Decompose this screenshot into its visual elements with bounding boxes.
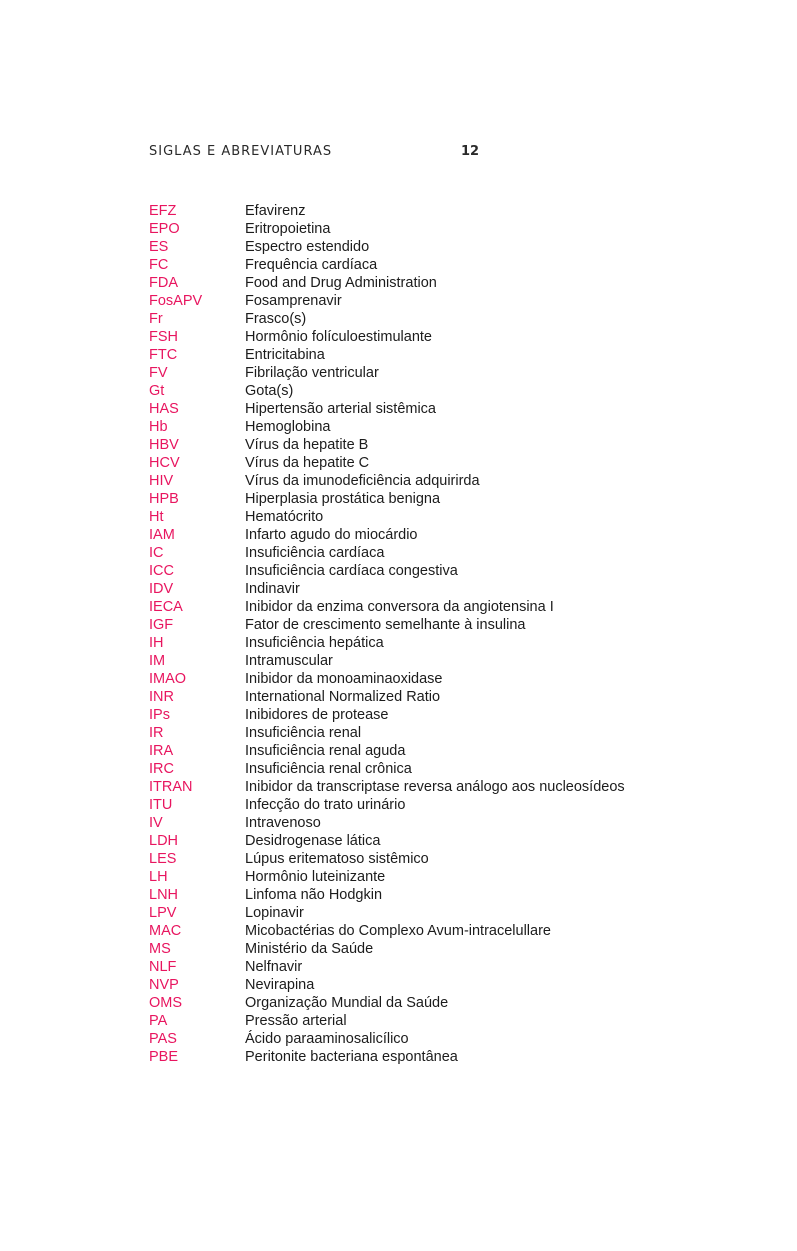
abbreviation-definition: Lopinavir	[245, 905, 304, 921]
abbreviation-definition: Peritonite bacteriana espontânea	[245, 1049, 458, 1065]
abbreviation-term: ITU	[149, 797, 173, 813]
abbreviation-definition: Fosamprenavir	[245, 293, 342, 309]
abbreviation-term: Ht	[149, 509, 164, 525]
page-number: 12	[461, 144, 480, 159]
abbreviation-term: HAS	[149, 401, 179, 417]
abbreviation-row	[149, 598, 769, 616]
abbreviation-definition: Insuficiência renal aguda	[245, 743, 406, 759]
abbreviation-term: IAM	[149, 527, 175, 543]
abbreviation-term: PAS	[149, 1031, 177, 1047]
abbreviation-term: IR	[149, 725, 164, 741]
abbreviation-definition: Nelfnavir	[245, 959, 303, 975]
abbreviation-term: IPs	[149, 707, 170, 723]
abbreviation-term: PA	[149, 1013, 168, 1029]
abbreviation-term: HIV	[149, 473, 174, 489]
abbreviation-definition: Fibrilação ventricular	[245, 365, 379, 381]
abbreviation-row	[149, 364, 769, 382]
abbreviation-definition: Ácido paraaminosalicílico	[245, 1031, 409, 1047]
abbreviation-row	[149, 688, 769, 706]
abbreviation-definition: Insuficiência renal crônica	[245, 761, 412, 777]
abbreviation-definition: Frequência cardíaca	[245, 257, 378, 273]
abbreviation-definition: Inibidor da monoaminaoxidase	[245, 671, 443, 687]
abbreviation-term: ICC	[149, 563, 174, 579]
abbreviation-term: FosAPV	[149, 293, 203, 309]
abbreviation-term: LH	[149, 869, 168, 885]
abbreviation-row	[149, 472, 769, 490]
abbreviation-term: EFZ	[149, 203, 177, 219]
abbreviation-definition: Inibidores de protease	[245, 707, 389, 723]
abbreviation-definition: Micobactérias do Complexo Avum-intracelullare	[245, 923, 551, 939]
abbreviation-row	[149, 490, 769, 508]
abbreviation-definition: Vírus da imunodeficiência adquirirda	[245, 473, 480, 489]
abbreviation-definition: Intramuscular	[245, 653, 333, 669]
abbreviation-row	[149, 832, 769, 850]
abbreviation-row	[149, 310, 769, 328]
abbreviation-definition: Eritropoietina	[245, 221, 331, 237]
abbreviation-definition: Entricitabina	[245, 347, 325, 363]
abbreviation-definition: International Normalized Ratio	[245, 689, 441, 705]
abbreviation-definition: Infecção do trato urinário	[245, 797, 406, 813]
abbreviation-term: IV	[149, 815, 163, 831]
abbreviation-row	[149, 436, 769, 454]
abbreviation-term: MAC	[149, 923, 182, 939]
abbreviation-row	[149, 454, 769, 472]
abbreviation-definition: Fator de crescimento semelhante à insulina	[245, 617, 526, 633]
abbreviation-definition: Vírus da hepatite C	[245, 455, 370, 471]
abbreviation-row	[149, 544, 769, 562]
abbreviation-row	[149, 1048, 769, 1066]
abbreviation-row	[149, 526, 769, 544]
abbreviation-row	[149, 328, 769, 346]
abbreviation-term: HBV	[149, 437, 179, 453]
abbreviation-row	[149, 796, 769, 814]
abbreviation-row	[149, 976, 769, 994]
abbreviation-term: IM	[149, 653, 166, 669]
abbreviation-term: FTC	[149, 347, 178, 363]
abbreviation-definition: Desidrogenase lática	[245, 833, 381, 849]
abbreviation-row	[149, 1012, 769, 1030]
abbreviation-row	[149, 922, 769, 940]
abbreviation-term: IC	[149, 545, 164, 561]
abbreviation-term: OMS	[149, 995, 183, 1011]
abbreviation-term: ES	[149, 239, 169, 255]
abbreviation-term: ITRAN	[149, 779, 193, 795]
abbreviation-row	[149, 508, 769, 526]
abbreviation-definition: Hormônio luteinizante	[245, 869, 386, 885]
abbreviation-row	[149, 814, 769, 832]
abbreviation-term: INR	[149, 689, 174, 705]
abbreviation-row	[149, 850, 769, 868]
abbreviation-row	[149, 886, 769, 904]
abbreviation-definition: Frasco(s)	[245, 311, 307, 327]
abbreviation-term: IRA	[149, 743, 174, 759]
abbreviation-definition: Hematócrito	[245, 509, 324, 525]
abbreviation-row	[149, 256, 769, 274]
abbreviation-term: HCV	[149, 455, 180, 471]
abbreviation-term: NVP	[149, 977, 179, 993]
abbreviation-row	[149, 580, 769, 598]
abbreviation-definition: Linfoma não Hodgkin	[245, 887, 383, 903]
abbreviation-row	[149, 904, 769, 922]
abbreviation-definition: Insuficiência cardíaca	[245, 545, 385, 561]
abbreviation-term: FC	[149, 257, 169, 273]
abbreviation-row	[149, 670, 769, 688]
abbreviation-definition: Nevirapina	[245, 977, 315, 993]
abbreviation-definition: Organização Mundial da Saúde	[245, 995, 449, 1011]
abbreviation-term: PBE	[149, 1049, 179, 1065]
abbreviation-definition: Indinavir	[245, 581, 300, 597]
abbreviation-term: EPO	[149, 221, 180, 237]
abbreviation-definition: Hiperplasia prostática benigna	[245, 491, 441, 507]
abbreviation-row	[149, 346, 769, 364]
abbreviation-definition: Hipertensão arterial sistêmica	[245, 401, 436, 417]
abbreviation-row	[149, 1030, 769, 1048]
abbreviation-definition: Ministério da Saúde	[245, 941, 374, 957]
abbreviation-term: LPV	[149, 905, 177, 921]
abbreviation-row	[149, 202, 769, 220]
abbreviation-list	[149, 202, 769, 1066]
abbreviation-definition: Hemoglobina	[245, 419, 331, 435]
abbreviation-definition: Espectro estendido	[245, 239, 370, 255]
abbreviation-definition: Infarto agudo do miocárdio	[245, 527, 418, 543]
abbreviation-row	[149, 292, 769, 310]
abbreviation-row	[149, 400, 769, 418]
abbreviation-term: IGF	[149, 617, 174, 633]
abbreviation-term: FV	[149, 365, 168, 381]
abbreviation-definition: Efavirenz	[245, 203, 306, 219]
abbreviation-definition: Inibidor da enzima conversora da angiotensina I	[245, 599, 554, 615]
abbreviation-row	[149, 724, 769, 742]
abbreviation-definition: Pressão arterial	[245, 1013, 347, 1029]
abbreviation-row	[149, 382, 769, 400]
abbreviation-term: Hb	[149, 419, 168, 435]
abbreviation-term: IH	[149, 635, 164, 651]
abbreviation-term: IECA	[149, 599, 183, 615]
abbreviation-term: MS	[149, 941, 171, 957]
abbreviation-definition: Insuficiência renal	[245, 725, 362, 741]
abbreviation-term: IRC	[149, 761, 174, 777]
abbreviation-definition: Food and Drug Administration	[245, 275, 437, 291]
abbreviation-row	[149, 742, 769, 760]
abbreviation-row	[149, 274, 769, 292]
abbreviation-term: FDA	[149, 275, 178, 291]
abbreviation-term: NLF	[149, 959, 177, 975]
abbreviation-row	[149, 868, 769, 886]
abbreviation-term: Fr	[149, 311, 163, 327]
abbreviation-row	[149, 940, 769, 958]
abbreviation-row	[149, 220, 769, 238]
abbreviation-definition: Insuficiência hepática	[245, 635, 384, 651]
abbreviation-definition: Vírus da hepatite B	[245, 437, 369, 453]
abbreviation-term: LDH	[149, 833, 179, 849]
abbreviation-definition: Gota(s)	[245, 383, 294, 399]
abbreviation-row	[149, 562, 769, 580]
abbreviation-row	[149, 760, 769, 778]
abbreviation-definition: Lúpus eritematoso sistêmico	[245, 851, 429, 867]
abbreviation-row	[149, 418, 769, 436]
abbreviation-term: FSH	[149, 329, 178, 345]
abbreviation-row	[149, 958, 769, 976]
abbreviation-term: IMAO	[149, 671, 187, 687]
abbreviation-definition: Intravenoso	[245, 815, 321, 831]
abbreviation-term: HPB	[149, 491, 179, 507]
abbreviation-term: LNH	[149, 887, 179, 903]
abbreviation-row	[149, 652, 769, 670]
section-title: SIGLAS E ABREVIATURAS	[149, 144, 333, 159]
abbreviation-definition: Inibidor da transcriptase reversa análogo aos nucleosídeos	[245, 779, 625, 795]
abbreviation-term: LES	[149, 851, 177, 867]
abbreviation-row	[149, 706, 769, 724]
abbreviation-definition: Hormônio folículoestimulante	[245, 329, 432, 345]
abbreviation-row	[149, 994, 769, 1012]
abbreviation-term: Gt	[149, 383, 165, 399]
abbreviation-row	[149, 238, 769, 256]
abbreviation-row	[149, 778, 769, 796]
abbreviation-row	[149, 616, 769, 634]
abbreviation-definition: Insuficiência cardíaca congestiva	[245, 563, 458, 579]
abbreviation-term: IDV	[149, 581, 174, 597]
page-header	[149, 144, 489, 164]
abbreviation-row	[149, 634, 769, 652]
